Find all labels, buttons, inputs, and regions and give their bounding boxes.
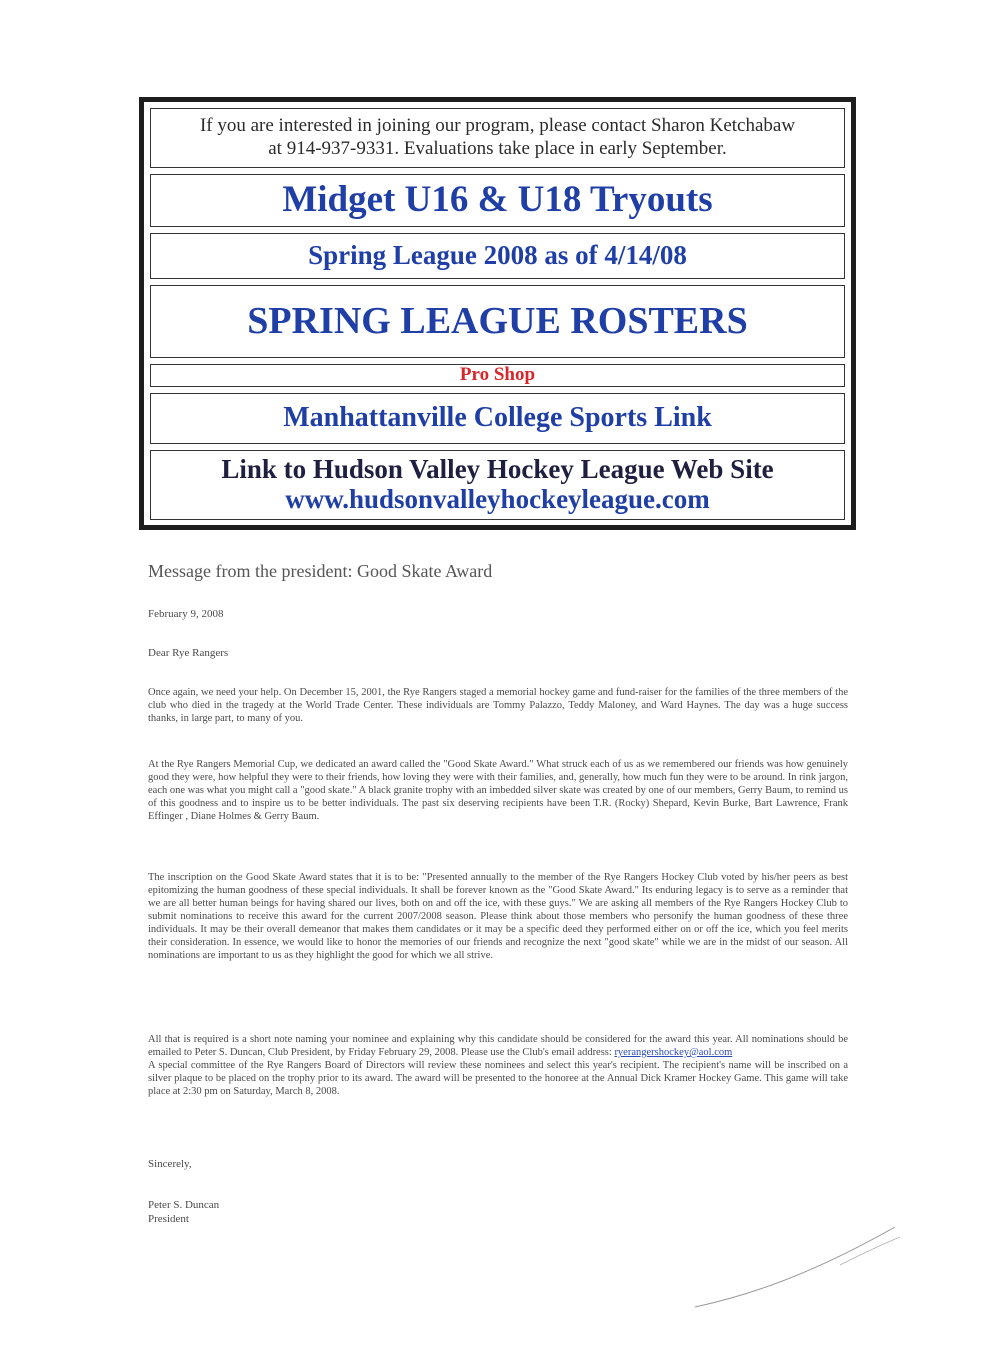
contact-banner <box>150 108 845 168</box>
pen-mark <box>690 1215 910 1315</box>
spring-league-link[interactable]: Spring League 2008 as of 4/14/08 <box>150 233 845 279</box>
paragraph-1: Once again, we need your help. On December 15, 2001, the Rye Rangers staged a memorial hockey game and fund-raiser for the families of the three members of the club who died in the tragedy at the World Trade Center. These individuals are Tommy Palazzo, Teddy Maloney, and Ward Haynes. The day was a huge success thanks, in large part, to many of you. <box>148 687 848 724</box>
contact-line-2: at 914-937-9331. Evaluations take place in early September. <box>268 138 727 159</box>
hvhl-link[interactable] <box>150 450 845 520</box>
pro-shop-link[interactable]: Pro Shop <box>150 364 845 387</box>
hvhl-url[interactable]: www.hudsonvalleyhockeyleague.com <box>285 484 710 514</box>
header-box <box>139 97 856 530</box>
letter-title: Message from the president: Good Skate Award <box>148 561 493 581</box>
paragraph-3: The inscription on the Good Skate Award states that it is to be: "Presented annually to the member of the Rye Rangers Hockey Club voted by his/her peers as best epitomizing the human goodness of these special individuals. It shall be forever known as the "Good Skate Award." Its enduring legacy is to serve as a reminder that we are all better human beings for having shared our lives, both on and off the ice, with these guys." We are asking all members of the Rye Rangers Hockey Club to submit nominations to receive this award for the current 2007/2008 season. Please think about those members who personify the human goodness of these three individuals. It may be their overall demeanor that makes them candidates or it may be a specific deed they performed either on or off the ice, which you feel merits their consideration. In essence, we would like to honor the memories of our friends and recognize the next "good skate" while we are in the midst of our season. All nominations are important to us as they highlight the good for which we all strive. <box>148 872 848 961</box>
email-link[interactable]: ryerangershockey@aol.com <box>614 1047 733 1058</box>
paragraph-4b: A special committee of the Rye Rangers Board of Directors will review these nominees and select this year's recipient. The recipient's name will be inscribed on a silver plaque to be placed on the trophy prior to its award. The award will be presented to the honoree at the Annual Dick Kramer Hockey Game. This game will take place at 2:30 pm on Saturday, March 8, 2008. <box>148 1060 848 1097</box>
letter-date: February 9, 2008 <box>148 608 224 620</box>
hvhl-link-label: Link to Hudson Valley Hockey League Web Site <box>221 454 774 485</box>
signer-title: President <box>148 1213 189 1225</box>
letter-greeting: Dear Rye Rangers <box>148 647 229 659</box>
letter-closing: Sincerely, <box>148 1158 192 1170</box>
paragraph-2: At the Rye Rangers Memorial Cup, we dedicated an award called the "Good Skate Award." What struck each of us as we remembered our friends was how genuinely good they were, how helpful they were to their friends, how loving they were with their families, and, generally, how much fun they were to be around. In rink jargon, each one was what you might call a "good skate." A black granite trophy with an imbedded silver skate was created by one of our members, Gerry Baum, to remind us of this goodness and to inspire us to be better individuals. The past six deserving recipients have been T.R. (Rocky) Shepard, Kevin Burke, Bart Lawrence, Frank Effinger , Diane Holmes & Gerry Baum. <box>148 759 848 822</box>
rosters-link[interactable]: SPRING LEAGUE ROSTERS <box>150 285 845 358</box>
signer-name: Peter S. Duncan <box>148 1199 220 1211</box>
paragraph-4 <box>148 1033 848 1098</box>
paragraph-4a: All that is required is a short note naming your nominee and explaining why this candidate should be considered for the award this year. All nominations should be emailed to Peter S. Duncan, Club President, by Friday February 29, 2008. Please use the Club's email address: <box>148 1034 848 1058</box>
tryouts-link[interactable]: Midget U16 & U18 Tryouts <box>150 174 845 227</box>
contact-line-1: If you are interested in joining our program, please contact Sharon Ketchabaw <box>199 115 796 137</box>
manhattanville-link[interactable]: Manhattanville College Sports Link <box>150 393 845 444</box>
